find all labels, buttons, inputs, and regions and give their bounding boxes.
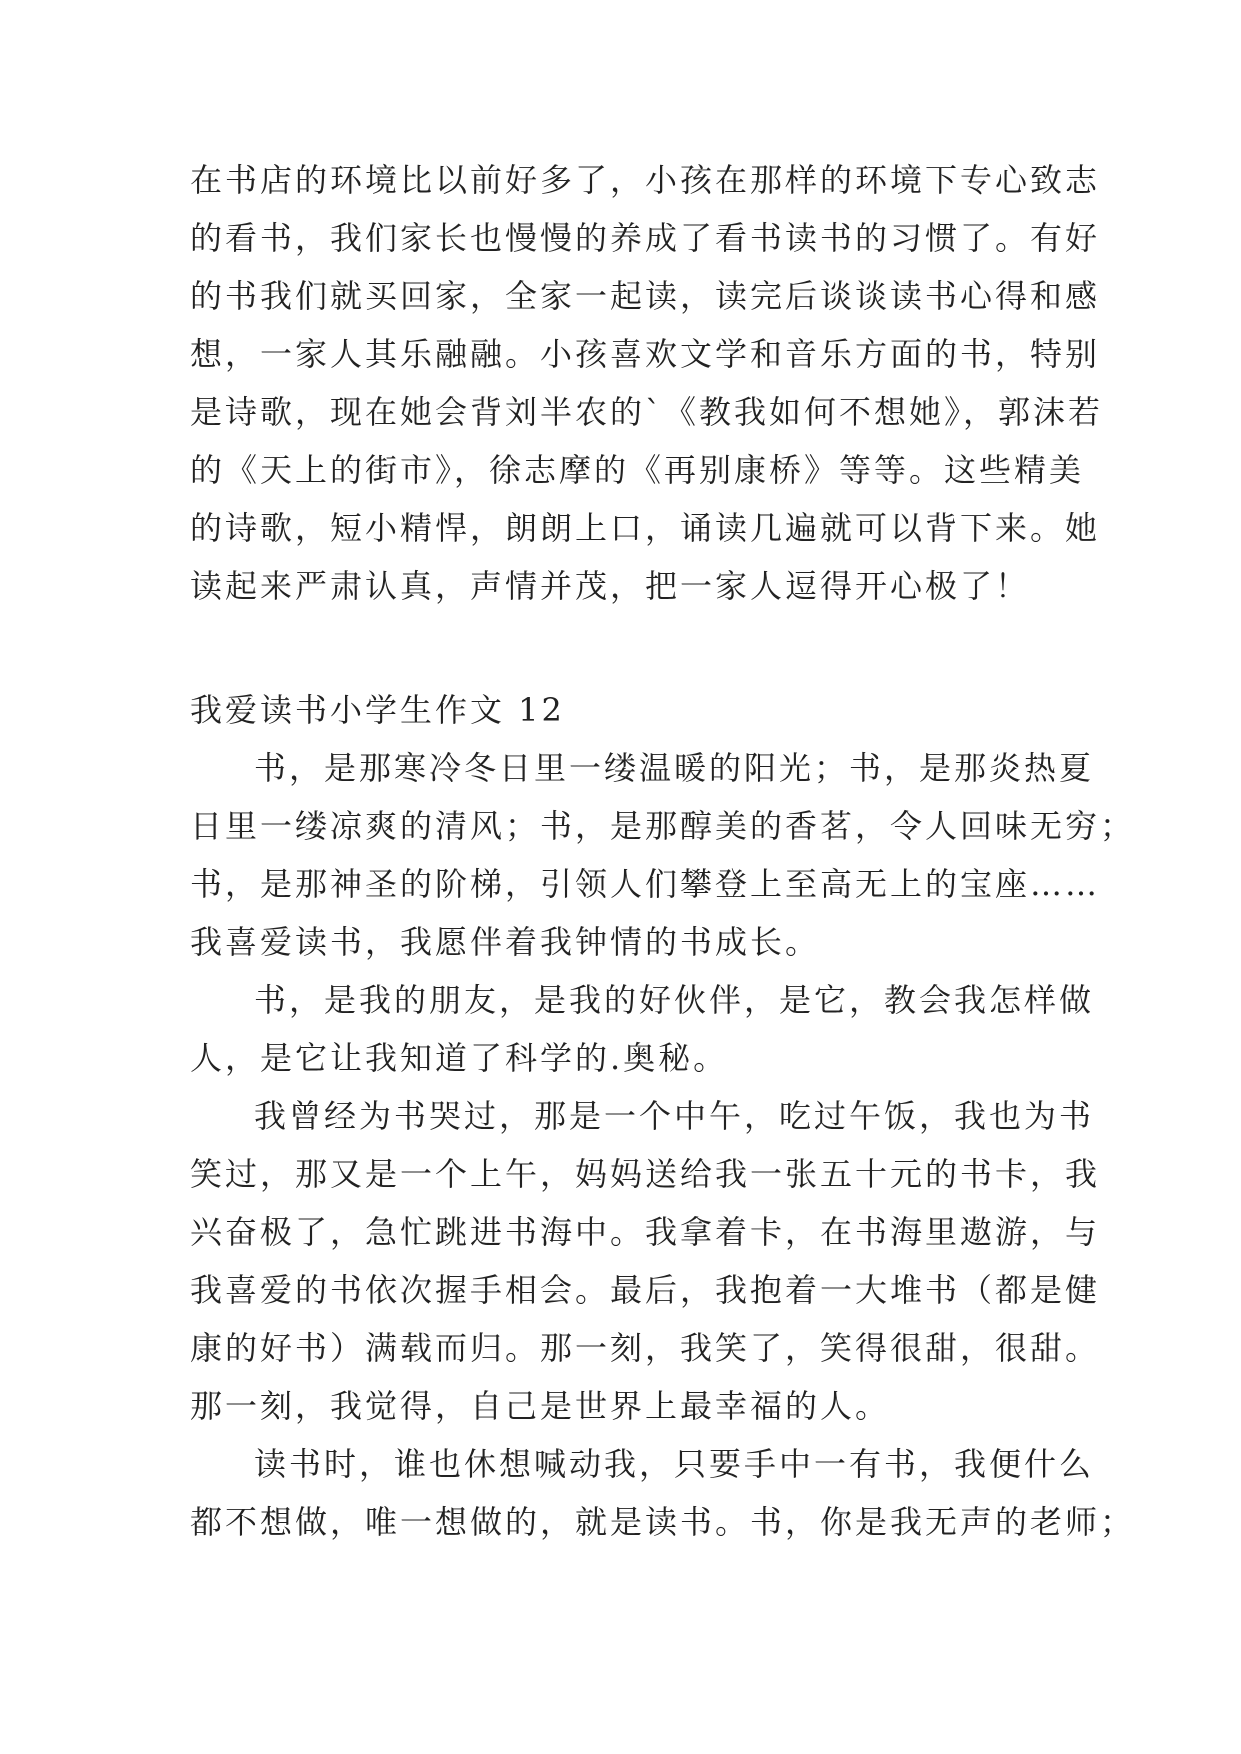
text-line: 读起来严肃认真，声情并茂，把一家人逗得开心极了！ (190, 567, 1031, 605)
text-line: 的《天上的街市》，徐志摩的《再别康桥》等等。这些精美 (190, 451, 1085, 489)
text-line: 书，是那神圣的阶梯，引领人们攀登上至高无上的宝座…… (190, 865, 1101, 903)
text-line: 在书店的环境比以前好多了，小孩在那样的环境下专心致志 (190, 161, 1101, 199)
section-title: 我爱读书小学生作文 12 (190, 691, 565, 729)
text-line: 我喜爱的书依次握手相会。最后，我抱着一大堆书（都是健 (190, 1271, 1101, 1309)
text-line: 笑过，那又是一个上午，妈妈送给我一张五十元的书卡，我 (190, 1155, 1101, 1193)
text-line: 书，是我的朋友，是我的好伙伴，是它，教会我怎样做 (254, 981, 1095, 1019)
text-line: 的书我们就买回家，全家一起读，读完后谈谈读书心得和感 (190, 277, 1101, 315)
text-line: 兴奋极了，急忙跳进书海中。我拿着卡，在书海里遨游，与 (190, 1213, 1101, 1251)
text-line: 康的好书）满载而归。那一刻，我笑了，笑得很甜，很甜。 (190, 1329, 1101, 1367)
text-line: 都不想做，唯一想做的，就是读书。书，你是我无声的老师； (190, 1503, 1136, 1541)
text-line: 读书时，谁也休想喊动我，只要手中一有书，我便什么 (254, 1445, 1095, 1483)
text-line: 我曾经为书哭过，那是一个中午，吃过午饭，我也为书 (254, 1097, 1095, 1135)
text-line: 是诗歌，现在她会背刘半农的`《教我如何不想她》，郭沫若 (190, 393, 1104, 431)
text-line: 日里一缕凉爽的清风；书，是那醇美的香茗，令人回味无穷； (190, 807, 1136, 845)
text-line: 书，是那寒冷冬日里一缕温暖的阳光；书，是那炎热夏 (254, 749, 1095, 787)
text-line: 人，是它让我知道了科学的.奥秘。 (190, 1039, 729, 1077)
text-line: 那一刻，我觉得，自己是世界上最幸福的人。 (190, 1387, 891, 1425)
text-line: 想，一家人其乐融融。小孩喜欢文学和音乐方面的书，特别 (190, 335, 1101, 373)
text-line: 我喜爱读书，我愿伴着我钟情的书成长。 (190, 923, 821, 961)
text-line: 的诗歌，短小精悍，朗朗上口，诵读几遍就可以背下来。她 (190, 509, 1101, 547)
text-line: 的看书，我们家长也慢慢的养成了看书读书的习惯了。有好 (190, 219, 1101, 257)
